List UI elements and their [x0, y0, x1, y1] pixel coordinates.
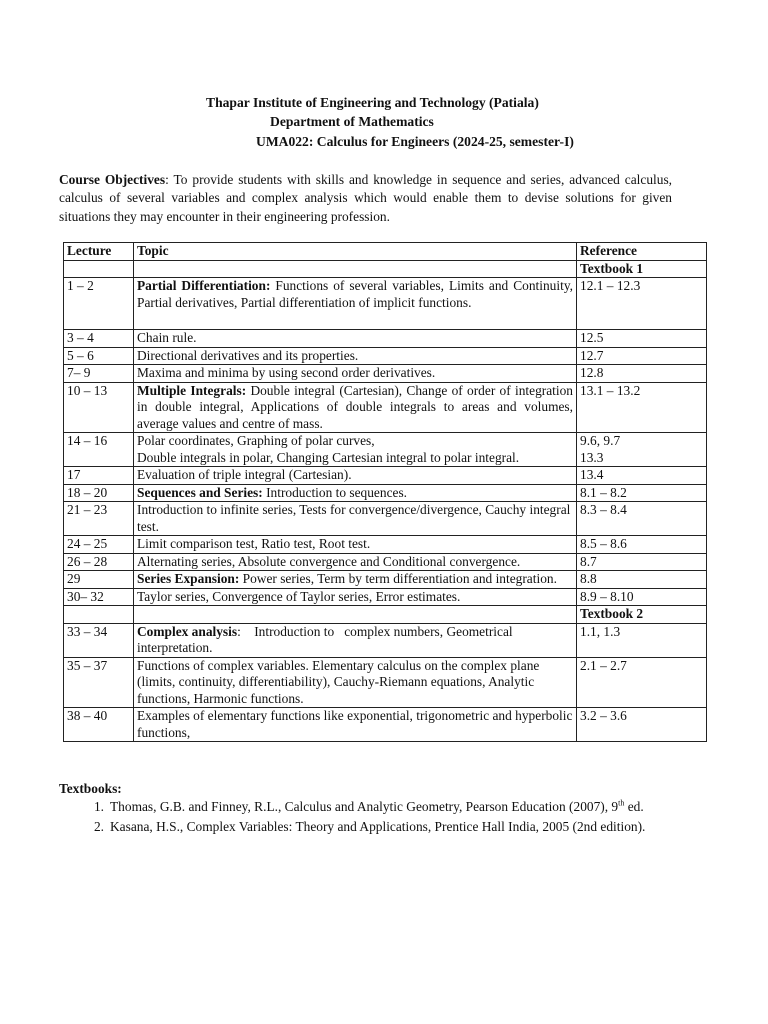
lecture-cell: 29	[64, 571, 134, 589]
lecture-cell: 5 – 6	[64, 347, 134, 365]
reference-cell: 13.4	[577, 467, 707, 485]
topic-cell: Complex analysis: Introduction to complex numbers, Geometrical interpretation.	[134, 623, 577, 657]
reference-cell: 12.1 – 12.3	[577, 278, 707, 330]
objectives-label: Course Objectives	[59, 172, 166, 187]
reference-cell: 1.1, 1.3	[577, 623, 707, 657]
lecture-cell: 30– 32	[64, 588, 134, 606]
topic-cell: Alternating series, Absolute convergence and Conditional convergence.	[134, 553, 577, 571]
list-item: 2. Kasana, H.S., Complex Variables: Theory and Applications, Prentice Hall India, 2005 (2nd edition).	[93, 819, 646, 834]
lecture-cell: 26 – 28	[64, 553, 134, 571]
topic-cell: Sequences and Series: Introduction to sequences.	[134, 484, 577, 502]
table-header-row	[64, 243, 707, 261]
table-row	[64, 657, 707, 708]
table-row	[64, 502, 707, 536]
topic-cell: Examples of elementary functions like exponential, trigonometric and hyperbolic functions,	[134, 708, 577, 742]
lecture-cell: 10 – 13	[64, 382, 134, 433]
topic-cell: Multiple Integrals: Double integral (Cartesian), Change of order of integration in double integral, Applications of double integrals to areas and volumes, average values and centre of mass.	[134, 382, 577, 433]
reference-cell: 12.5	[577, 330, 707, 348]
textbook-1-label: Textbook 1	[577, 260, 707, 278]
lecture-cell: 33 – 34	[64, 623, 134, 657]
reference-cell: 9.6, 9.7 13.3	[577, 433, 707, 467]
reference-cell: 8.5 – 8.6	[577, 536, 707, 554]
table-row	[64, 347, 707, 365]
table-row	[64, 330, 707, 348]
table-row	[64, 623, 707, 657]
textbook-2-row	[64, 606, 707, 624]
reference-cell: 2.1 – 2.7	[577, 657, 707, 708]
reference-cell: 8.7	[577, 553, 707, 571]
lecture-cell: 17	[64, 467, 134, 485]
topic-cell: Evaluation of triple integral (Cartesian).	[134, 467, 577, 485]
table-row	[64, 484, 707, 502]
topic-cell: Series Expansion: Power series, Term by term differentiation and integration.	[134, 571, 577, 589]
lecture-cell: 7– 9	[64, 365, 134, 383]
reference-cell: 3.2 – 3.6	[577, 708, 707, 742]
table-row	[64, 278, 707, 330]
topic-cell: Limit comparison test, Ratio test, Root test.	[134, 536, 577, 554]
reference-cell: 12.8	[577, 365, 707, 383]
textbooks-heading: Textbooks:	[59, 781, 122, 796]
table-row	[64, 588, 707, 606]
course-title: UMA022: Calculus for Engineers (2024-25, semester-I)	[256, 134, 574, 149]
table-row	[64, 365, 707, 383]
topic-cell: Partial Differentiation: Functions of several variables, Limits and Continuity, Partial derivatives, Partial differentiation of implicit functions.	[134, 278, 577, 330]
department-title: Department of Mathematics	[270, 114, 434, 129]
reference-cell: 8.9 – 8.10	[577, 588, 707, 606]
table-row	[64, 433, 707, 467]
lecture-cell: 35 – 37	[64, 657, 134, 708]
lecture-cell: 18 – 20	[64, 484, 134, 502]
table-row	[64, 708, 707, 742]
topic-header: Topic	[134, 243, 577, 261]
lecture-cell: 1 – 2	[64, 278, 134, 330]
table-row	[64, 467, 707, 485]
reference-header: Reference	[577, 243, 707, 261]
reference-cell: 8.3 – 8.4	[577, 502, 707, 536]
topic-cell: Polar coordinates, Graphing of polar curves, Double integrals in polar, Changing Cartesian integral to polar integral.	[134, 433, 577, 467]
institute-title: Thapar Institute of Engineering and Technology (Patiala)	[206, 95, 539, 110]
topic-cell: Chain rule.	[134, 330, 577, 348]
table-row	[64, 536, 707, 554]
lecture-cell: 21 – 23	[64, 502, 134, 536]
lecture-header: Lecture	[64, 243, 134, 261]
reference-cell: 12.7	[577, 347, 707, 365]
topic-cell: Taylor series, Convergence of Taylor series, Error estimates.	[134, 588, 577, 606]
syllabus-table	[63, 242, 707, 742]
table-row	[64, 553, 707, 571]
textbooks-list	[59, 797, 719, 837]
lecture-cell: 24 – 25	[64, 536, 134, 554]
list-item: 1. Thomas, G.B. and Finney, R.L., Calculus and Analytic Geometry, Pearson Education (2007), 9th ed.	[93, 798, 644, 814]
reference-cell: 8.1 – 8.2	[577, 484, 707, 502]
textbook-1-row	[64, 260, 707, 278]
topic-cell: Maxima and minima by using second order derivatives.	[134, 365, 577, 383]
course-objectives	[59, 171, 672, 226]
lecture-cell: 3 – 4	[64, 330, 134, 348]
textbook-2-label: Textbook 2	[577, 606, 707, 624]
objectives-text: : To provide students with skills and knowledge in sequence and series, advanced calculus, calculus of several variables and complex analysis which would enable them to devise solutions for given situations they may encounter in their engineering profession.	[59, 172, 673, 224]
reference-cell: 8.8	[577, 571, 707, 589]
topic-cell: Functions of complex variables. Elementary calculus on the complex plane (limits, continuity, differentiability), Cauchy-Riemann equations, Analytic functions, Harmonic functions.	[134, 657, 577, 708]
reference-cell: 13.1 – 13.2	[577, 382, 707, 433]
table-row	[64, 382, 707, 433]
topic-cell: Introduction to infinite series, Tests for convergence/divergence, Cauchy integral test.	[134, 502, 577, 536]
lecture-cell: 38 – 40	[64, 708, 134, 742]
topic-cell: Directional derivatives and its properties.	[134, 347, 577, 365]
table-row	[64, 571, 707, 589]
lecture-cell: 14 – 16	[64, 433, 134, 467]
